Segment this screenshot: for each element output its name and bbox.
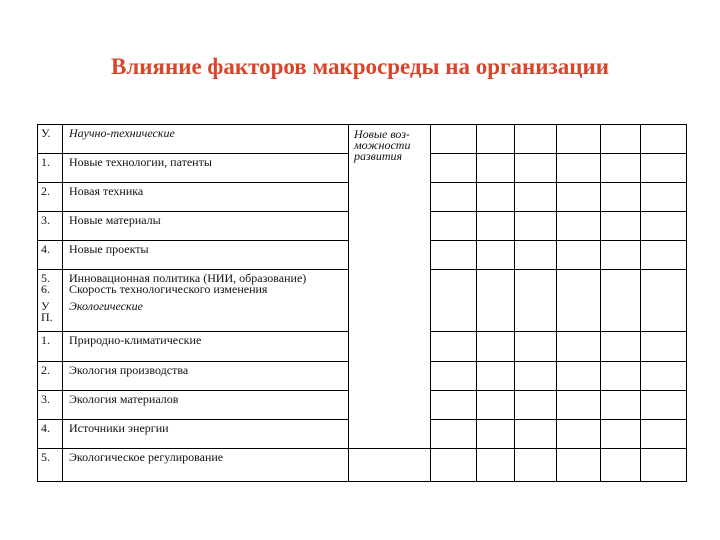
empty-cell xyxy=(557,270,601,332)
empty-cell xyxy=(515,125,557,154)
empty-cell xyxy=(515,241,557,270)
empty-cell xyxy=(515,212,557,241)
row-label: Источники энергии xyxy=(63,420,349,449)
empty-cell xyxy=(641,270,687,332)
empty-cell xyxy=(515,362,557,391)
row-number: 2. xyxy=(38,183,63,212)
row-label: Природно-климатические xyxy=(63,332,349,362)
empty-cell xyxy=(557,332,601,362)
empty-cell xyxy=(601,362,641,391)
row-label: Инновационная политика (НИИ, образование) xyxy=(69,271,307,285)
section-heading: Научно-технические xyxy=(63,125,349,154)
empty-cell xyxy=(557,183,601,212)
row-label-stack xyxy=(63,270,349,332)
empty-cell xyxy=(477,154,515,183)
row-number: 4. xyxy=(38,241,63,270)
empty-cell xyxy=(557,125,601,154)
opportunities-header-line: можности xyxy=(354,138,411,152)
empty-cell xyxy=(515,270,557,332)
row-label: Экологическое регулирование xyxy=(63,449,349,482)
row-number: 6. xyxy=(41,282,50,296)
empty-cell xyxy=(477,391,515,420)
empty-cell xyxy=(557,362,601,391)
empty-cell xyxy=(601,154,641,183)
empty-cell xyxy=(431,212,477,241)
empty-cell xyxy=(431,332,477,362)
empty-cell xyxy=(431,391,477,420)
row-number: 1. xyxy=(38,154,63,183)
empty-cell xyxy=(515,332,557,362)
empty-cell xyxy=(515,420,557,449)
empty-cell xyxy=(557,449,601,482)
empty-cell xyxy=(641,362,687,391)
table-row xyxy=(38,125,687,154)
empty-cell xyxy=(641,241,687,270)
empty-cell xyxy=(641,154,687,183)
empty-cell xyxy=(601,241,641,270)
empty-cell xyxy=(431,270,477,332)
row-number: 3. xyxy=(38,212,63,241)
macro-factors-table xyxy=(37,124,687,482)
empty-cell xyxy=(557,420,601,449)
empty-cell xyxy=(641,125,687,154)
empty-cell xyxy=(477,270,515,332)
row-label: Экология материалов xyxy=(63,391,349,420)
empty-cell xyxy=(515,154,557,183)
empty-cell xyxy=(515,449,557,482)
empty-cell xyxy=(601,420,641,449)
empty-cell xyxy=(601,212,641,241)
empty-cell xyxy=(515,391,557,420)
empty-cell xyxy=(557,241,601,270)
row-label: Новые проекты xyxy=(63,241,349,270)
row-label: Экология производства xyxy=(63,362,349,391)
section-marker: У. xyxy=(38,125,63,154)
empty-cell xyxy=(641,183,687,212)
empty-cell xyxy=(601,332,641,362)
empty-cell xyxy=(557,154,601,183)
section-heading: Экологические xyxy=(69,299,143,313)
empty-cell xyxy=(431,183,477,212)
empty-cell xyxy=(477,241,515,270)
row-number: 5. xyxy=(38,449,63,482)
opportunities-header-cell xyxy=(349,125,431,449)
empty-cell xyxy=(641,212,687,241)
row-number-stack xyxy=(38,270,63,332)
empty-cell xyxy=(601,391,641,420)
empty-cell xyxy=(349,449,431,482)
row-number: 2. xyxy=(38,362,63,391)
empty-cell xyxy=(557,391,601,420)
section-marker: У П. xyxy=(41,299,53,324)
empty-cell xyxy=(557,212,601,241)
empty-cell xyxy=(477,212,515,241)
row-label: Скорость технологического изменения xyxy=(69,282,268,296)
empty-cell xyxy=(641,420,687,449)
row-label: Новые материалы xyxy=(63,212,349,241)
row-number: 5. xyxy=(41,271,50,285)
empty-cell xyxy=(601,125,641,154)
empty-cell xyxy=(477,183,515,212)
empty-cell xyxy=(515,183,557,212)
row-label: Новая техника xyxy=(63,183,349,212)
empty-cell xyxy=(477,420,515,449)
empty-cell xyxy=(641,449,687,482)
empty-cell xyxy=(431,449,477,482)
row-label: Новые технологии, патенты xyxy=(63,154,349,183)
empty-cell xyxy=(477,449,515,482)
empty-cell xyxy=(641,391,687,420)
empty-cell xyxy=(431,362,477,391)
empty-cell xyxy=(477,362,515,391)
empty-cell xyxy=(641,332,687,362)
empty-cell xyxy=(431,420,477,449)
row-number: 3. xyxy=(38,391,63,420)
empty-cell xyxy=(601,449,641,482)
empty-cell xyxy=(431,241,477,270)
page-title: Влияние факторов макросреды на организации xyxy=(111,54,609,79)
row-number: 4. xyxy=(38,420,63,449)
opportunities-header-line: Новые воз- xyxy=(354,127,410,141)
row-number: 1. xyxy=(38,332,63,362)
empty-cell xyxy=(601,270,641,332)
empty-cell xyxy=(477,332,515,362)
table-row xyxy=(38,449,687,482)
empty-cell xyxy=(601,183,641,212)
empty-cell xyxy=(477,125,515,154)
opportunities-header-line: развития xyxy=(354,149,403,163)
empty-cell xyxy=(431,125,477,154)
empty-cell xyxy=(431,154,477,183)
